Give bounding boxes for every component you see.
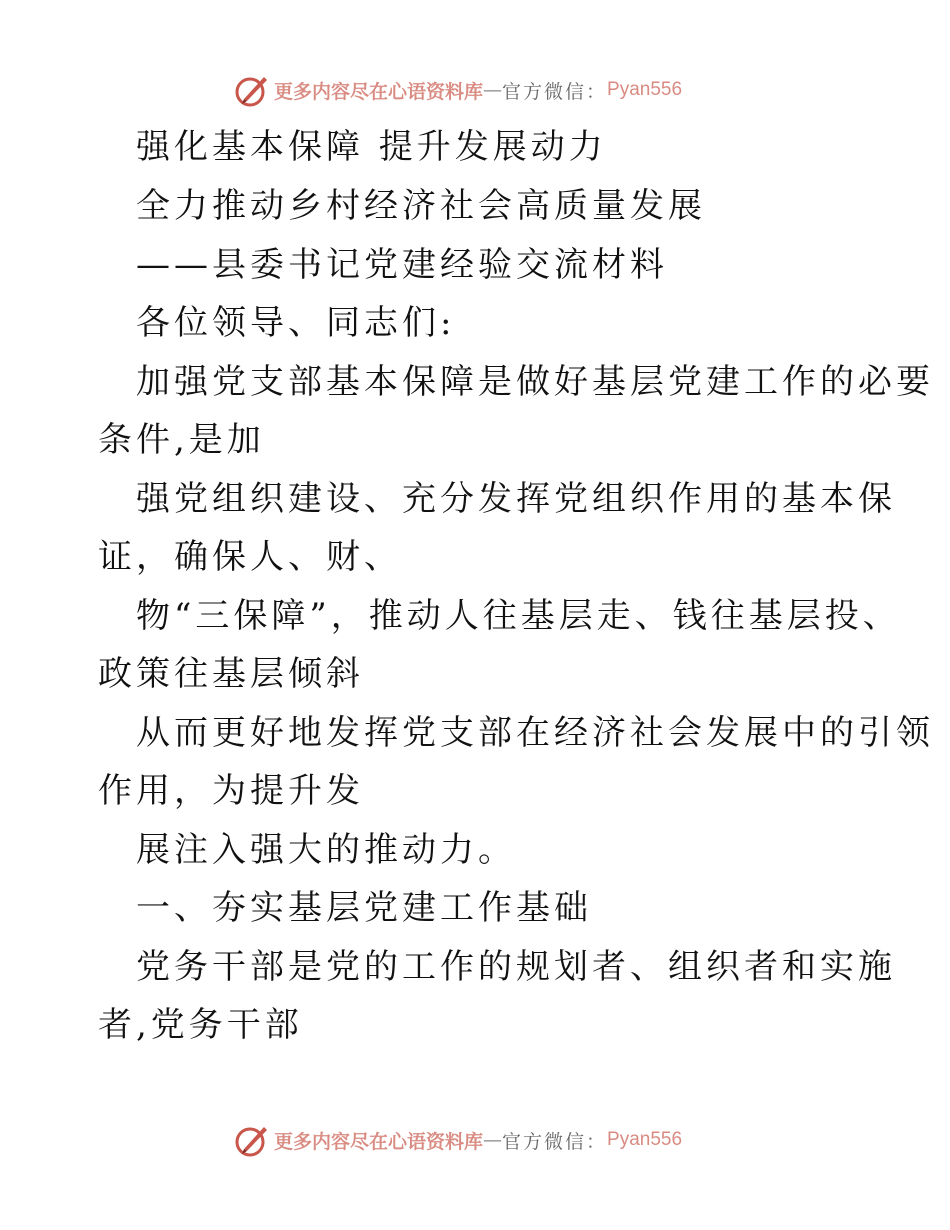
paragraph-line: 政策往基层倾斜 [98, 654, 364, 694]
paragraph-line: 从而更好地发挥党支部在经济社会发展中的引领 [136, 713, 934, 753]
paragraph-line: 展注入强大的推动力。 [136, 830, 516, 870]
watermark-header [234, 70, 682, 110]
watermark-separator: — [483, 79, 503, 101]
watermark-footer [234, 1120, 682, 1160]
paragraph-line: 作用，为提升发 [98, 771, 364, 811]
paragraph-line: 强党组织建设、充分发挥党组织作用的基本保 [136, 479, 896, 519]
subtitle-line: ——县委书记党建经验交流材料 [136, 245, 668, 285]
paragraph-line: 证，确保人、财、 [98, 537, 402, 577]
salutation: 各位领导、同志们: [136, 303, 456, 343]
paragraph-line: 加强党支部基本保障是做好基层党建工作的必要 [136, 362, 934, 402]
section-heading: 一、夯实基层党建工作基础 [136, 888, 592, 928]
watermark-brand: 更多内容尽在心语资料库 [274, 1130, 484, 1153]
paragraph-line: 党务干部是党的工作的规划者、组织者和实施 [136, 947, 896, 987]
quill-pen-logo-icon [234, 72, 270, 108]
paragraph-line: 者,党务干部 [98, 1005, 303, 1045]
watermark-contact-label: 官方微信： [502, 80, 608, 103]
title-line-2: 全力推动乡村经济社会高质量发展 [136, 186, 706, 226]
title-line-1: 强化基本保障 提升发展动力 [136, 127, 607, 167]
watermark-brand: 更多内容尽在心语资料库 [274, 80, 484, 103]
quill-pen-logo-icon [234, 1122, 270, 1158]
paragraph-line: 物“三保障”，推动人往基层走、钱往基层投、 [136, 596, 901, 636]
watermark-separator: — [483, 1129, 503, 1151]
watermark-contact-label: 官方微信： [502, 1130, 608, 1153]
watermark-wechat-id: Pyan556 [607, 1129, 683, 1150]
paragraph-line: 条件,是加 [98, 420, 265, 460]
watermark-wechat-id: Pyan556 [607, 79, 683, 100]
